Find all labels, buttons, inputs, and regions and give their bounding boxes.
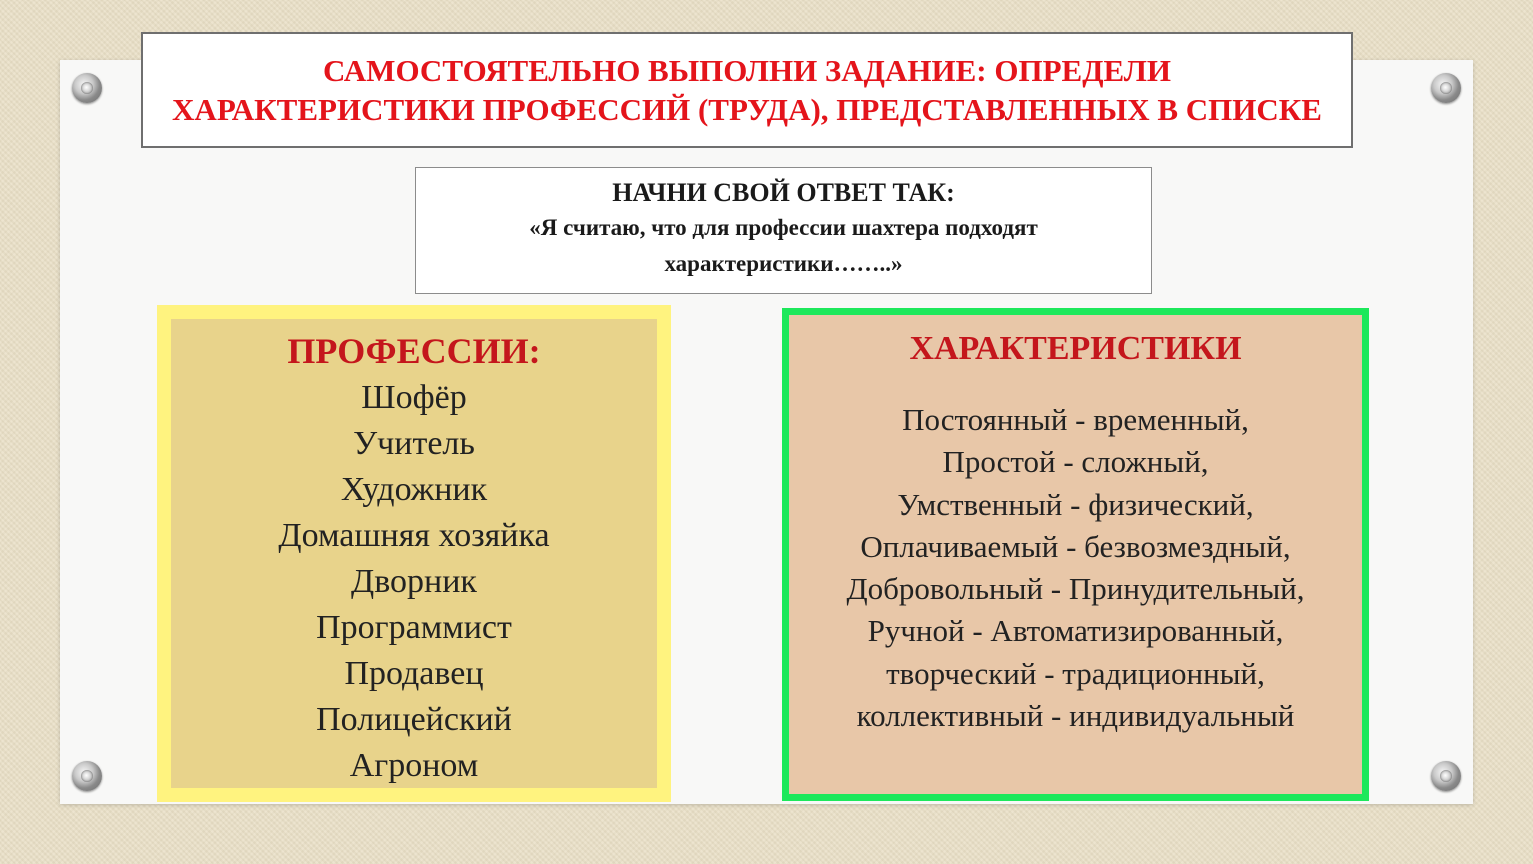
professions-heading: ПРОФЕССИИ: bbox=[287, 331, 541, 371]
characteristics-panel bbox=[782, 308, 1369, 801]
professions-panel bbox=[157, 305, 671, 802]
characteristic-item: Добровольный - Принудительный, bbox=[846, 571, 1305, 607]
pushpin-icon bbox=[72, 73, 102, 103]
task-title-line: САМОСТОЯТЕЛЬНО ВЫПОЛНИ ЗАДАНИЕ: ОПРЕДЕЛИ bbox=[322, 53, 1172, 88]
characteristic-item: Ручной - Автоматизированный, bbox=[867, 613, 1284, 649]
profession-item: Дворник bbox=[351, 563, 477, 600]
answer-hint-quote-line: характеристики……..» bbox=[664, 251, 903, 276]
characteristic-item: Умственный - физический, bbox=[897, 486, 1254, 522]
task-title-line: ХАРАКТЕРИСТИКИ ПРОФЕССИЙ (ТРУДА), ПРЕДСТАВЛЕННЫХ В СПИСКЕ bbox=[172, 92, 1322, 127]
pushpin-icon bbox=[1431, 761, 1461, 791]
characteristic-item: коллективный - индивидуальный bbox=[856, 698, 1295, 734]
characteristic-item: творческий - традиционный, bbox=[886, 655, 1265, 691]
pushpin-icon bbox=[1431, 73, 1461, 103]
answer-hint-lead: НАЧНИ СВОЙ ОТВЕТ ТАК: bbox=[612, 178, 955, 207]
profession-item: Домашняя хозяйка bbox=[278, 517, 550, 554]
answer-hint-quote-line: «Я считаю, что для профессии шахтера подходят bbox=[529, 215, 1038, 240]
characteristic-item: Постоянный - временный, bbox=[902, 402, 1249, 437]
answer-hint-box bbox=[415, 167, 1152, 294]
characteristic-item: Простой - сложный, bbox=[942, 444, 1209, 480]
characteristic-item: Оплачиваемый - безвозмездный, bbox=[860, 528, 1291, 564]
profession-item: Шофёр bbox=[361, 379, 467, 416]
profession-item: Продавец bbox=[344, 655, 484, 692]
profession-item: Учитель bbox=[353, 425, 475, 462]
pushpin-icon bbox=[72, 761, 102, 791]
profession-item: Полицейский bbox=[316, 701, 512, 738]
professions-list bbox=[171, 319, 657, 788]
characteristics-heading: ХАРАКТЕРИСТИКИ bbox=[909, 330, 1242, 367]
profession-item: Художник bbox=[340, 471, 488, 508]
task-title bbox=[141, 32, 1353, 148]
profession-item: Агроном bbox=[349, 747, 479, 784]
profession-item: Программист bbox=[316, 609, 512, 646]
